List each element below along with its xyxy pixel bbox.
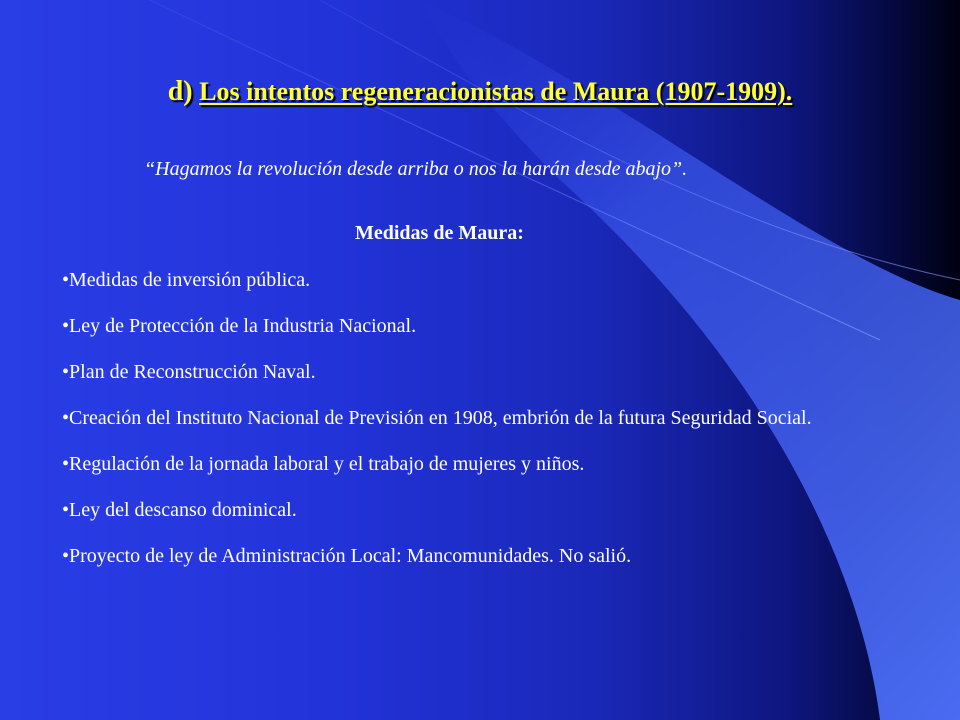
slide-title xyxy=(0,76,960,108)
list-item xyxy=(62,268,882,292)
list-item-text: Regulación de la jornada laboral y el trabajo de mujeres y niños. xyxy=(69,453,585,475)
bullet-glyph: • xyxy=(62,315,70,337)
bullet-glyph: • xyxy=(62,499,70,521)
measures-list xyxy=(62,268,882,590)
bullet-glyph: • xyxy=(62,361,70,383)
bullet-glyph: • xyxy=(62,269,70,291)
list-item-text: Ley de Protección de la Industria Nacional. xyxy=(69,315,417,337)
list-item-text: Creación del Instituto Nacional de Previsión en 1908, embrión de la futura Seguridad Social. xyxy=(69,407,812,429)
bullet-glyph: • xyxy=(62,407,70,429)
list-item xyxy=(62,498,882,522)
list-item-text: Ley del descanso dominical. xyxy=(69,499,297,521)
bullet-glyph: • xyxy=(62,453,70,475)
quote: “Hagamos la revolución desde arriba o nos la harán desde abajo”. xyxy=(144,158,688,180)
list-item xyxy=(62,360,882,384)
list-item-text: Plan de Reconstrucción Naval. xyxy=(69,361,316,383)
title-prefix: d) xyxy=(167,76,193,107)
list-item-text: Medidas de inversión pública. xyxy=(69,269,311,291)
title-text: Los intentos regeneracionistas de Maura (1907-1909). xyxy=(199,77,793,106)
list-item-text: Proyecto de ley de Administración Local: Mancomunidades. No salió. xyxy=(69,545,632,567)
bullet-glyph: • xyxy=(62,545,70,567)
measures-heading: Medidas de Maura: xyxy=(355,222,524,244)
list-item xyxy=(62,544,882,568)
list-item xyxy=(62,406,882,430)
list-item xyxy=(62,452,882,476)
list-item xyxy=(62,314,882,338)
